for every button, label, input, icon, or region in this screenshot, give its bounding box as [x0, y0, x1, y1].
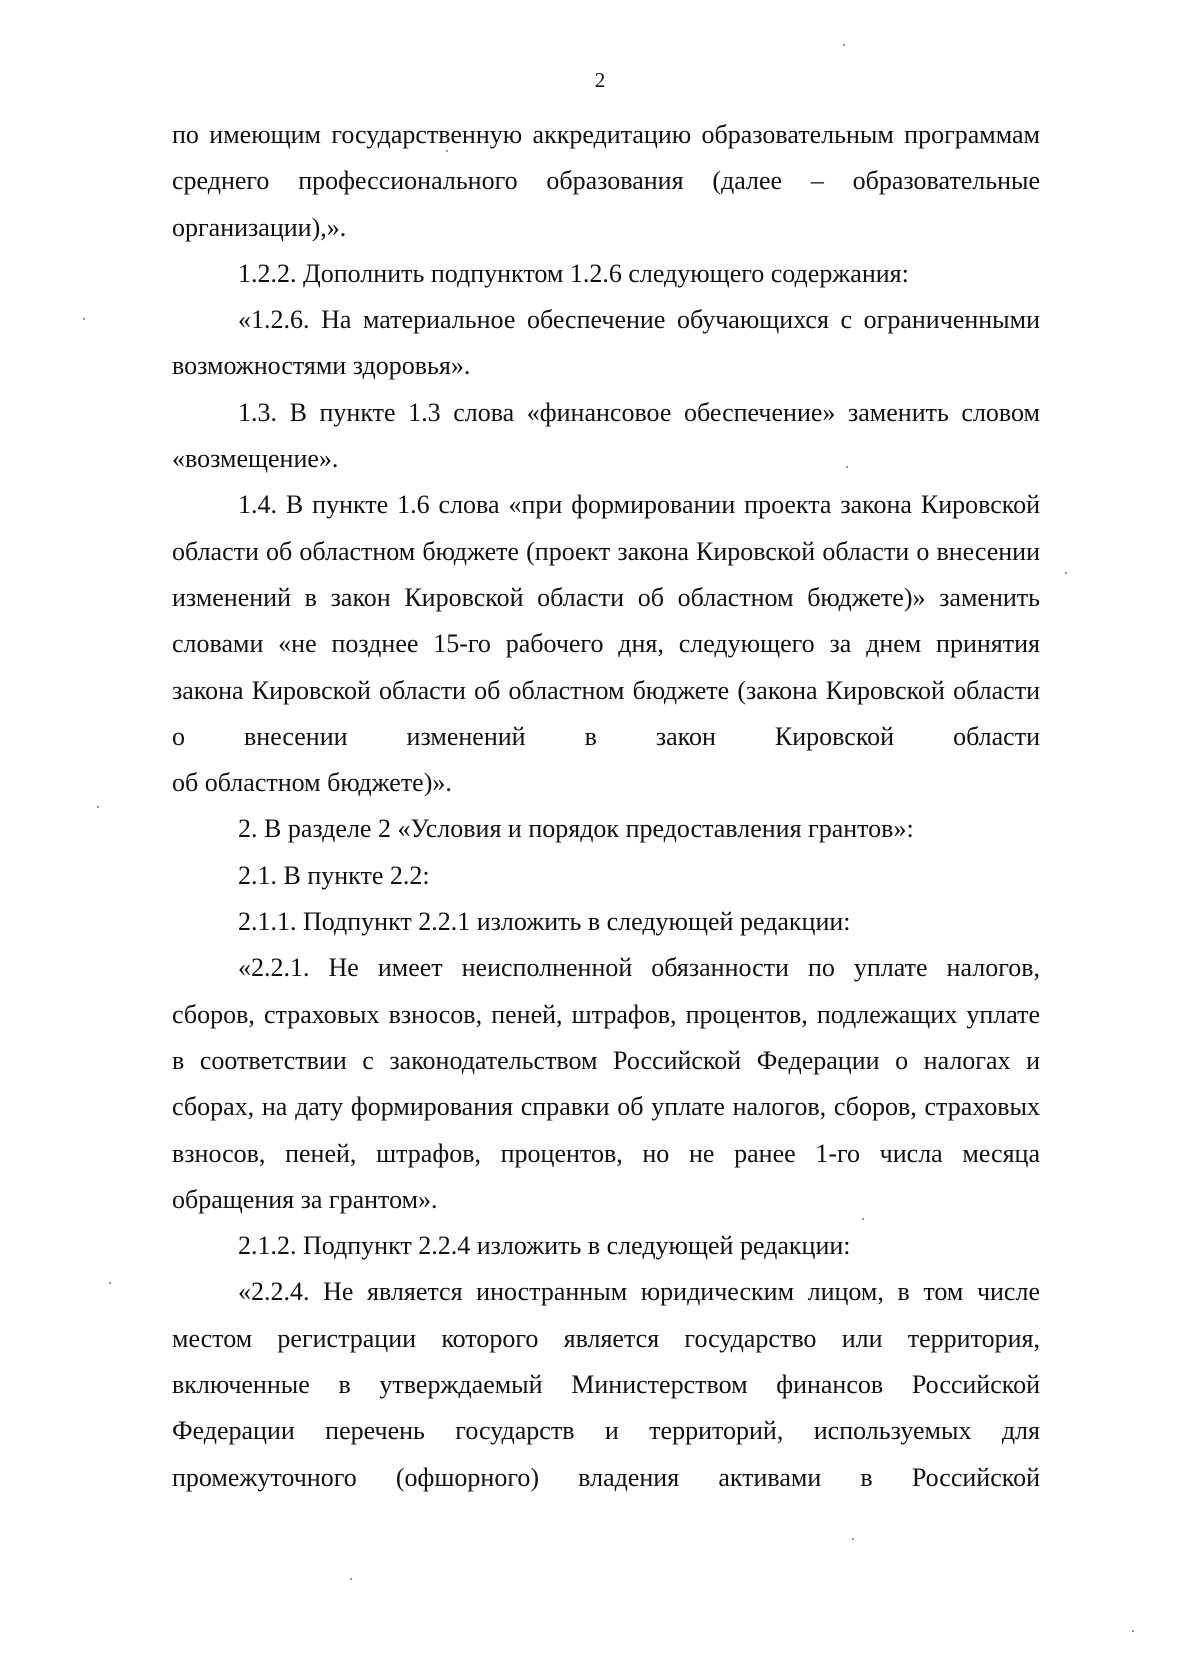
paragraph-1-3: 1.3. В пункте 1.3 слова «финансовое обеспечение» заменить словом «возмещение». — [172, 397, 1040, 474]
paragraph-quote-2-2-1: «2.2.1. Не имеет неисполненной обязанности по уплате налогов, сборов, страховых взносов, пеней, штрафов, процентов, подлежащих уплате в соответствии с законодательством Российской Федерации о налогах и сборах, на дату формирования справки об уплате налогов, сборов, страховых взносов, пеней, штрафов, процентов, но не ранее 1-го числа месяца обращения за грантом». — [172, 953, 1040, 1214]
scan-speck — [350, 1578, 352, 1580]
scan-speck — [1065, 572, 1067, 574]
scan-speck — [843, 44, 845, 46]
scan-speck — [446, 150, 448, 152]
scan-speck — [846, 466, 848, 468]
paragraph-2-1-1: 2.1.1. Подпункт 2.2.1 изложить в следующей редакции: — [238, 907, 851, 937]
paragraph-quote-1-2-6: «1.2.6. На материальное обеспечение обучающихся с ограниченными возможностями здоровья». — [172, 305, 1040, 381]
paragraph-continuation: по имеющим государственную аккредитацию образовательным программам среднего профессионального образования (далее – образовательные организации),». — [172, 120, 1040, 242]
scan-speck — [109, 1282, 111, 1284]
paragraph-1-4-end: об областном бюджете)». — [172, 768, 452, 798]
paragraph-section-2: 2. В разделе 2 «Условия и порядок предоставления грантов»: — [238, 814, 914, 844]
paragraph-2-1: 2.1. В пункте 2.2: — [238, 860, 430, 890]
paragraph-1-4: 1.4. В пункте 1.6 слова «при формировании проекта закона Кировской области об областном бюджете (проект закона Кировской области о внесении изменений в закон Кировской области об областном бюджете)» заменить словами «не позднее 15-го рабочего дня, следующего за днем принятия закона Кировской области об областном бюджете (закона Кировской области о внесении изменений в закон Кировской области — [172, 490, 1040, 751]
scan-speck — [83, 318, 85, 320]
scan-speck — [852, 1538, 854, 1540]
paragraph-quote-2-2-4: «2.2.4. Не является иностранным юридическим лицом, в том числе местом регистрации которого является государство или территория, включенные в утверждаемый Министерством финансов Российской Федерации перечень государств и территорий, используемых для промежуточного (офшорного) владения активами в Российской — [172, 1277, 1040, 1492]
paragraph-2-1-2: 2.1.2. Подпункт 2.2.4 изложить в следующей редакции: — [238, 1231, 851, 1261]
paragraph-1-2-2: 1.2.2. Дополнить подпунктом 1.2.6 следующего содержания: — [238, 258, 909, 288]
page-number: 2 — [594, 68, 606, 92]
document-body — [172, 112, 1040, 1501]
scan-speck — [1132, 1630, 1134, 1632]
scan-speck — [862, 1218, 864, 1220]
scan-speck — [97, 806, 99, 808]
